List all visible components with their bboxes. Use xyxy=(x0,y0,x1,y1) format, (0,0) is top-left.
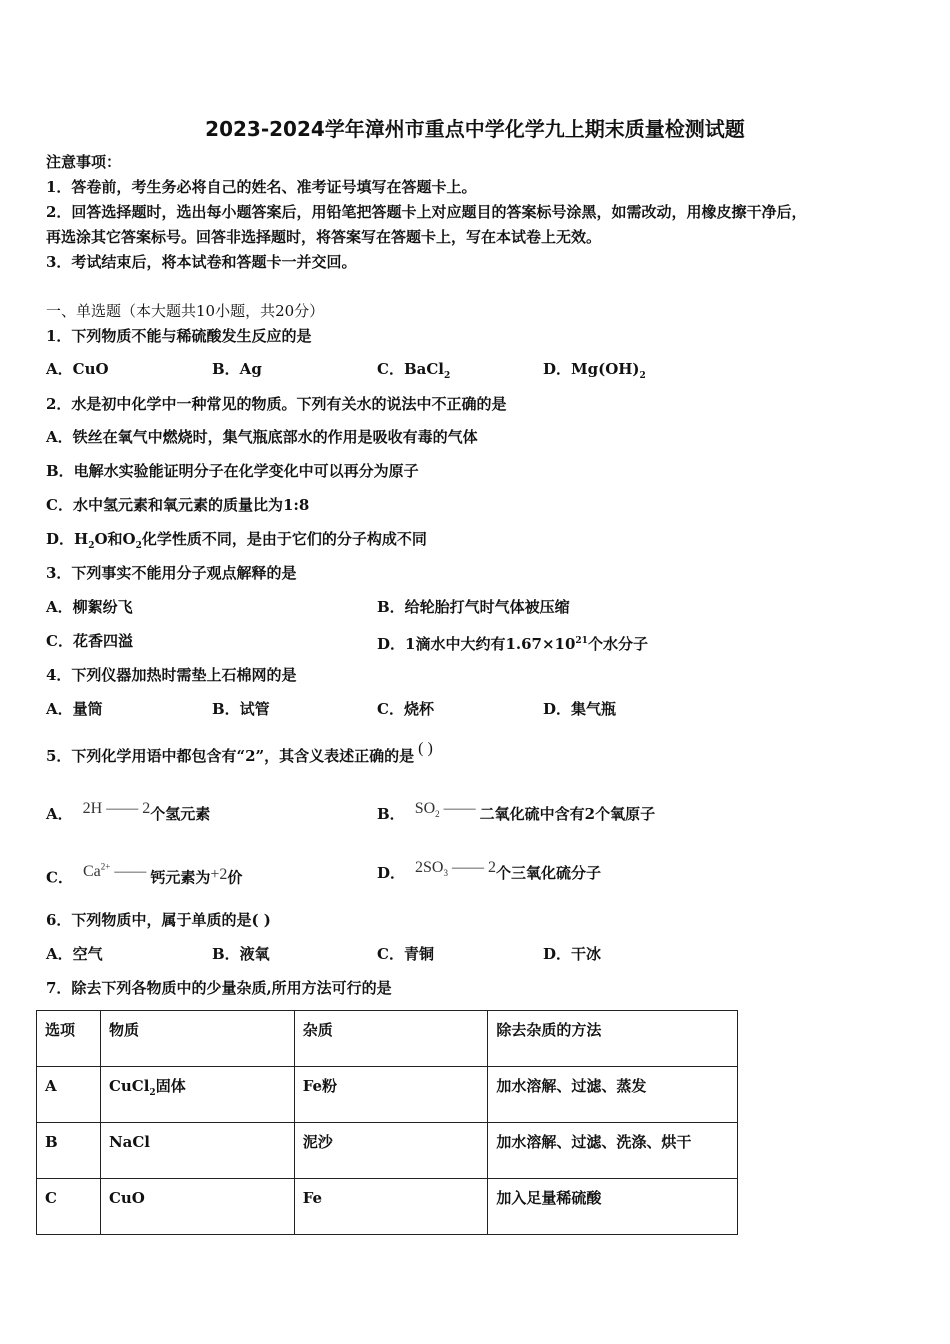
impurity-table xyxy=(36,1010,738,1235)
q1-option-a: A．CuO xyxy=(46,360,109,378)
q6-option-b: B．液氧 xyxy=(212,945,270,963)
formula: $SO_2$ —— xyxy=(414,800,480,820)
q6-option-c: C．青铜 xyxy=(377,945,434,963)
q5-option-b: B． $SO_2$ —— 二氧化硫中含有2个氧原子 xyxy=(377,800,656,823)
q1-option-c: C．BaCl$_2$ xyxy=(377,360,451,381)
table-row xyxy=(37,1179,738,1235)
notice-item: 再选涂其它答案标号。回答非选择题时，将答案写在答题卡上，写在本试卷上无效。 xyxy=(46,228,602,246)
q2-option-c: C．水中氢元素和氧元素的质量比为1:8 xyxy=(46,496,310,514)
q4-option-b: B．试管 xyxy=(212,700,270,718)
q4-option-a: A．量筒 xyxy=(46,700,103,718)
table-header-row xyxy=(37,1011,738,1067)
formula: 2H —— 2 xyxy=(82,800,151,817)
q2-option-a: A．铁丝在氧气中燃烧时，集气瓶底部水的作用是吸收有毒的气体 xyxy=(46,428,478,446)
table-cell-method: 加水溶解、过滤、蒸发 xyxy=(488,1067,738,1123)
section-heading: 一、单选题（本大题共10小题，共20分） xyxy=(46,302,325,320)
q5-option-a: A． 2H —— 2个氢元素 xyxy=(46,800,211,823)
table-cell-substance: NaCl xyxy=(100,1123,294,1179)
q3-option-d: D．1滴水中大约有$1.67\times 10^{21}$个水分子 xyxy=(377,635,648,653)
table-header: 选项 xyxy=(37,1011,101,1067)
table-cell-method: 加入足量稀硫酸 xyxy=(488,1179,738,1235)
page-title: 2023-2024学年漳州市重点中学化学九上期末质量检测试题 xyxy=(205,117,745,141)
table-row xyxy=(37,1123,738,1179)
notice-item: 3．考试结束后，将本试卷和答题卡一并交回。 xyxy=(46,253,357,271)
q5-option-d: D． $2SO_3$ —— 2个三氧化硫分子 xyxy=(377,859,601,882)
table-cell-impurity: Fe xyxy=(294,1179,488,1235)
question-5-stem: 5．下列化学用语中都包含有“2”，其含义表述正确的是 ( ) xyxy=(46,740,433,765)
table-cell-option: B xyxy=(37,1123,101,1179)
question-6-stem: 6．下列物质中，属于单质的是( ) xyxy=(46,911,271,929)
q4-option-d: D．集气瓶 xyxy=(543,700,617,718)
table-cell-substance: CuO xyxy=(100,1179,294,1235)
q3-option-b: B．给轮胎打气时气体被压缩 xyxy=(377,598,570,616)
question-1-stem: 1．下列物质不能与稀硫酸发生反应的是 xyxy=(46,327,312,345)
q2-option-d: D．$H_2O$和$O_2$化学性质不同，是由于它们的分子构成不同 xyxy=(46,530,427,551)
formula: $Ca^{2+}$ —— xyxy=(82,862,151,881)
notice-item: 1．答卷前，考生务必将自己的姓名、准考证号填写在答题卡上。 xyxy=(46,178,477,196)
table-header: 除去杂质的方法 xyxy=(488,1011,738,1067)
table-row xyxy=(37,1067,738,1123)
q1-option-b: B．Ag xyxy=(212,360,262,378)
q3-option-a: A．柳絮纷飞 xyxy=(46,598,133,616)
q5-option-c: C． $Ca^{2+}$ —— 钙元素为+2价 xyxy=(46,862,243,887)
question-2-stem: 2．水是初中化学中一种常见的物质。下列有关水的说法中不正确的是 xyxy=(46,395,507,413)
question-4-stem: 4．下列仪器加热时需垫上石棉网的是 xyxy=(46,666,297,684)
question-7-stem: 7．除去下列各物质中的少量杂质,所用方法可行的是 xyxy=(46,979,392,997)
q3-option-c: C．花香四溢 xyxy=(46,632,133,650)
table-cell-option: A xyxy=(37,1067,101,1123)
table-cell-substance: CuCl$_2$固体 xyxy=(100,1067,294,1123)
q1-option-d: D．$Mg(OH)_2$ xyxy=(543,360,646,381)
table-cell-impurity: Fe粉 xyxy=(294,1067,488,1123)
table-header: 物质 xyxy=(100,1011,294,1067)
answer-paren: ( ) xyxy=(418,740,433,757)
table-cell-method: 加水溶解、过滤、洗涤、烘干 xyxy=(488,1123,738,1179)
notice-item: 2．回答选择题时，选出每小题答案后，用铅笔把答题卡上对应题目的答案标号涂黑，如需改动，用橡皮擦干净后， xyxy=(46,203,807,221)
table-cell-impurity: 泥沙 xyxy=(294,1123,488,1179)
q6-option-a: A．空气 xyxy=(46,945,103,963)
notice-heading: 注意事项： xyxy=(46,153,122,171)
formula: $2SO_3$ —— 2 xyxy=(415,859,496,879)
q4-option-c: C．烧杯 xyxy=(377,700,434,718)
table-header: 杂质 xyxy=(294,1011,488,1067)
question-3-stem: 3．下列事实不能用分子观点解释的是 xyxy=(46,564,297,582)
q6-option-d: D．干冰 xyxy=(543,945,602,963)
q2-option-b: B．电解水实验能证明分子在化学变化中可以再分为原子 xyxy=(46,462,419,480)
table-cell-option: C xyxy=(37,1179,101,1235)
